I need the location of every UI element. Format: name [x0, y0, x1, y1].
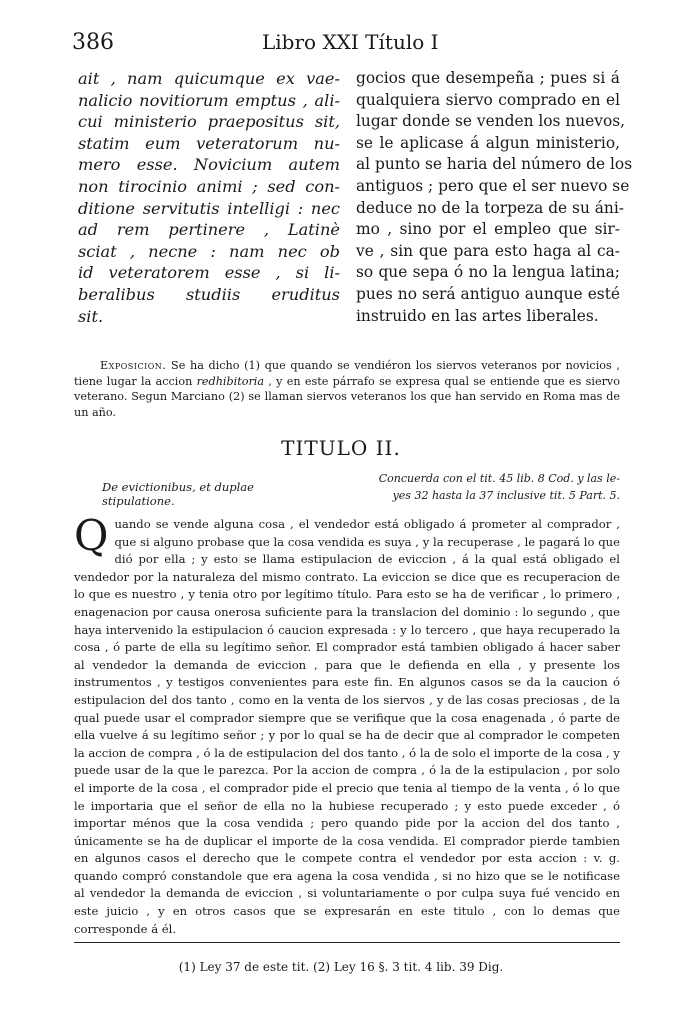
- spanish-line: antiguos ; pero que el ser nuevo se: [356, 176, 630, 195]
- spanish-line: qualquiera siervo comprado en el: [356, 90, 620, 109]
- latin-line: sit.: [78, 306, 104, 326]
- latin-line: ad rem pertinere , Latinè: [78, 220, 340, 240]
- latin-line: beralibus studiis eruditus: [78, 284, 340, 304]
- footnote-rule: [74, 942, 620, 943]
- latin-line: cui ministerio praepositus sit,: [78, 112, 340, 132]
- exposicion-part1: Se ha dicho (1) que quando se vendiéron los siervos veteranos por novicios , tiene lugar la accion: [74, 359, 620, 388]
- latin-line: mero esse. Novicium autem: [78, 155, 340, 175]
- exposicion-part2: , y en este párrafo se expresa qual se entiende que es siervo veterano. Segun Marciano (2) se llaman siervos veteranos los que han servido en Roma mas de un año.: [74, 374, 620, 419]
- spanish-text-column: [356, 68, 633, 327]
- latin-subtitle: De evictionibus, et duplae stipulatione.: [102, 480, 254, 508]
- concordance-line: yes 32 hasta la 37 inclusive tit. 5 Part. 5.: [392, 489, 620, 502]
- section-heading: TITULO II.: [281, 436, 401, 460]
- concordance-note: [352, 470, 620, 504]
- spanish-line: al punto se haria del número de los: [356, 155, 633, 174]
- spanish-line: mo , sino por el empleo que sir-: [356, 220, 620, 239]
- latin-line: sciat , necne : nam nec ob: [78, 241, 340, 261]
- footnotes: (1) Ley 37 de este tit. (2) Ley 16 §. 3 tit. 4 lib. 39 Dig.: [178, 960, 504, 974]
- spanish-line: lugar donde se venden los nuevos,: [356, 112, 626, 131]
- spanish-line: pues no será antiguo aunque esté: [356, 284, 620, 303]
- latin-line: ait , nam quicumque ex vae-: [78, 69, 340, 88]
- spanish-line: deduce no de la torpeza de su áni-: [356, 198, 624, 217]
- latin-line: nalicio novitiorum emptus , ali-: [78, 90, 340, 110]
- body-content: uando se vende alguna cosa , el vendedor está obligado á prometer al comprador , que si alguno probase que la cosa vendida es suya , y la recuperase , le pagará lo que dió por ella ; y esto se llama estipulacion de eviccion , á la qual está obligado el vendedor por la naturaleza del mismo contrato. La eviccion se dice que es recuperacion de lo que es nuestro , y tenia otro por legítimo título. Para esto se ha de verificar , lo primero , enagenacion por causa onerosa suficiente para la translacion del dominio : lo segundo , que haya intervenido la estipulacion ó caucion expresada : y lo tercero , que haya recuperado la cosa , ó parte de ella su legítimo señor. El comprador está tambien obligado á hacer saber al vendedor la demanda de eviccion , para que le defienda en ella , y presente los instrumentos , y testigos convenientes para este fin. En algunos casos se da la caucion ó estipulacion del dos tanto , como en la venta de los siervos , y de las cosas preciosas , de la qual puede usar el comprador siempre que se verifique que la cosa enagenada , ó parte de ella vuelve á su legítimo señor ; y por lo qual se ha de decir que al comprador le competen la accion de compra , ó la de estipulacion del dos tanto , ó la de solo el importe de la cosa , y puede usar de la que le parezca. Por la accion de compra , ó la de la estipulacion , por solo el importe de la cosa , el comprador pide el precio que tenia al tiempo de la venta , ó lo que le importaria que el señor de ella no la hubiese recuperado ; y esto puede exceder , ó importar ménos que la cosa vendida ; pero quando pide por la accion del dos tanto , únicamente se ha de duplicar el importe de la cosa vendida. El comprador pierde tambien en algunos casos el derecho que le compete contra el vendedor por esta accion : v. g. quando compró constandole que era agena la cosa vendida , si no hizo que se le notificase al vendedor la demanda de eviccion , si voluntariamente o por culpa suya fué vencido en este juicio , y en otros casos que se expresarán en este titulo , con lo demas que corresponde á él.: [74, 517, 620, 936]
- exposicion-text: [74, 358, 620, 420]
- latin-text-column: [78, 68, 340, 327]
- drop-cap: Q: [74, 511, 109, 560]
- exposicion-paragraph: [74, 358, 620, 420]
- spanish-line: instruido en las artes liberales.: [356, 306, 599, 325]
- page-header: [72, 30, 617, 58]
- latin-line: id veteratorem esse , si li-: [78, 263, 340, 283]
- exposicion-term: redhibitoria: [196, 374, 265, 388]
- latin-line: statim eum veteratorum nu-: [78, 133, 340, 153]
- exposicion-label: Exposicion.: [100, 359, 167, 372]
- latin-line: non tirocinio animi ; sed con-: [78, 176, 340, 196]
- concordance-line: Concuerda con el tit. 45 lib. 8 Cod. y las le-: [378, 472, 620, 485]
- body-text: [74, 511, 620, 938]
- spanish-line: ve , sin que para esto haga al ca-: [356, 241, 620, 260]
- latin-line: ditione servitutis intelligi : nec: [78, 198, 340, 218]
- body-paragraph: [74, 511, 620, 938]
- page-number: 386: [72, 30, 114, 55]
- spanish-line: so que sepa ó no la lengua latina;: [356, 263, 620, 282]
- spanish-line: gocios que desempeña ; pues si á: [356, 69, 620, 87]
- running-title: Libro XXI Título I: [262, 30, 439, 54]
- spanish-line: se le aplicase á algun ministerio,: [356, 133, 620, 152]
